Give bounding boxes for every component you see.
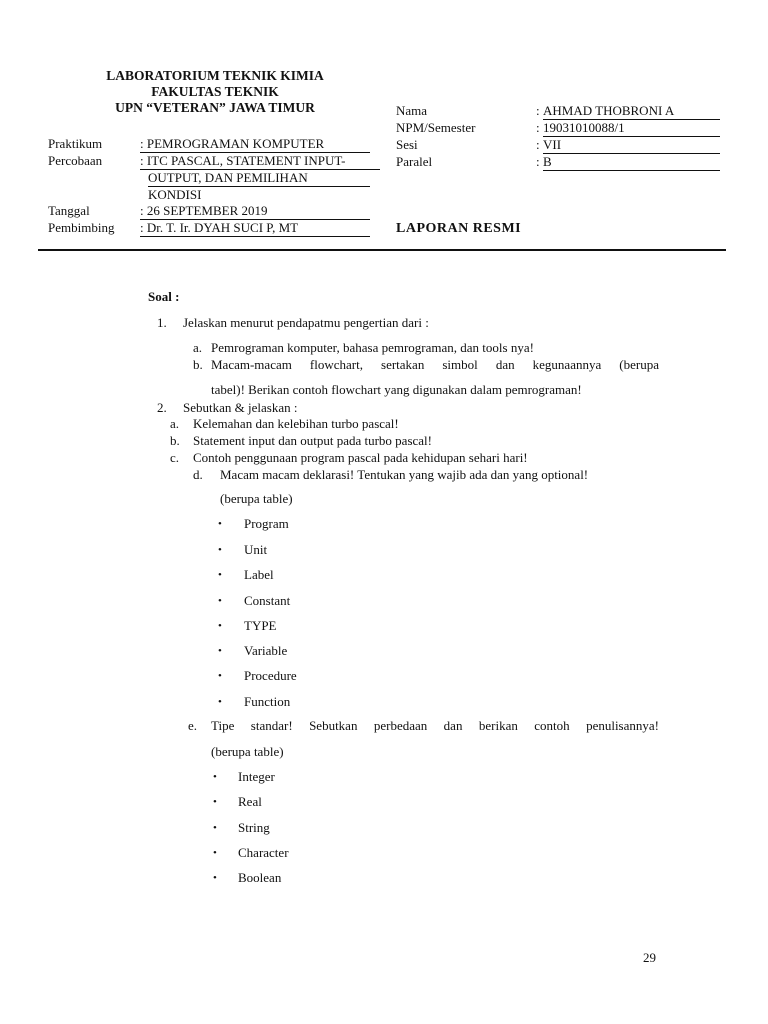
q1b-mark: b. <box>193 357 203 372</box>
q2e-item-boolean: Boolean <box>238 870 282 885</box>
q2e-text-line2: (berupa table) <box>211 744 284 759</box>
percobaan-value-line2: OUTPUT, DAN PEMILIHAN <box>148 170 370 187</box>
q2d-item-unit: Unit <box>244 542 268 557</box>
sesi-label: Sesi <box>396 137 418 152</box>
q2d-item-procedure: Procedure <box>244 668 297 683</box>
q1a-text: Pemrograman komputer, bahasa pemrograman, dan tools nya! <box>211 340 534 355</box>
q1-number: 1. <box>157 315 167 330</box>
bullet-glyph: • <box>218 569 222 581</box>
q2a-mark: a. <box>170 416 180 431</box>
q2c-text: Contoh penggunaan program pascal pada kehidupan sehari hari! <box>193 450 528 465</box>
q2e-item-string: String <box>238 820 270 835</box>
bullet-glyph: • <box>218 696 222 708</box>
q2-number: 2. <box>157 400 167 415</box>
q1a-mark: a. <box>193 340 203 355</box>
q2d-text-line2: (berupa table) <box>220 491 293 506</box>
bullet-glyph: • <box>218 620 222 632</box>
q2e-mark: e. <box>188 718 198 733</box>
pembimbing-label: Pembimbing <box>48 220 115 235</box>
university-title: UPN “VETERAN” JAWA TIMUR <box>115 100 315 115</box>
percobaan-label: Percobaan <box>48 153 103 168</box>
faculty-title: FAKULTAS TEKNIK <box>151 84 279 99</box>
nama-colon: : <box>536 103 540 118</box>
percobaan-value-line3: KONDISI <box>148 187 202 202</box>
npm-value: 19031010088/1 <box>543 120 720 137</box>
pembimbing-value: : Dr. T. Ir. DYAH SUCI P, MT <box>140 220 370 237</box>
q2d-item-type: TYPE <box>244 618 277 633</box>
paralel-value: B <box>543 154 720 171</box>
report-title: LAPORAN RESMI <box>396 221 522 236</box>
q2e-item-real: Real <box>238 794 262 809</box>
bullet-glyph: • <box>213 872 217 884</box>
header-divider <box>38 249 726 251</box>
nama-label: Nama <box>396 103 428 118</box>
q1b-text-line2: tabel)! Berikan contoh flowchart yang digunakan dalam pemrograman! <box>211 382 582 397</box>
q2a-text: Kelemahan dan kelebihan turbo pascal! <box>193 416 399 431</box>
soal-heading: Soal : <box>148 289 180 304</box>
q2e-item-integer: Integer <box>238 769 275 784</box>
q2-text: Sebutkan & jelaskan : <box>183 400 298 415</box>
bullet-glyph: • <box>213 771 217 783</box>
q2b-mark: b. <box>170 433 180 448</box>
bullet-glyph: • <box>218 518 222 530</box>
bullet-glyph: • <box>218 544 222 556</box>
q2d-item-label: Label <box>244 567 274 582</box>
q2b-text: Statement input dan output pada turbo pascal! <box>193 433 432 448</box>
praktikum-value: : PEMROGRAMAN KOMPUTER <box>140 136 370 153</box>
bullet-glyph: • <box>213 847 217 859</box>
paralel-colon: : <box>536 154 540 169</box>
paralel-label: Paralel <box>396 154 433 169</box>
sesi-value: VII <box>543 137 720 154</box>
q2d-item-variable: Variable <box>244 643 288 658</box>
lab-title: LABORATORIUM TEKNIK KIMIA <box>106 68 324 83</box>
percobaan-value-line1: : ITC PASCAL, STATEMENT INPUT- <box>140 153 380 170</box>
bullet-glyph: • <box>213 822 217 834</box>
praktikum-label: Praktikum <box>48 136 103 151</box>
q2d-text-line1: Macam macam deklarasi! Tentukan yang wajib ada dan yang optional! <box>220 467 589 482</box>
q2e-text-line1: Tipe standar! Sebutkan perbedaan dan berikan contoh penulisannya! <box>211 718 659 733</box>
q1-text: Jelaskan menurut pendapatmu pengertian dari : <box>183 315 429 330</box>
bullet-glyph: • <box>218 595 222 607</box>
nama-value: AHMAD THOBRONI A <box>543 103 720 120</box>
sesi-colon: : <box>536 137 540 152</box>
q2c-mark: c. <box>170 450 180 465</box>
tanggal-label: Tanggal <box>48 203 90 218</box>
tanggal-value: : 26 SEPTEMBER 2019 <box>140 203 370 220</box>
bullet-glyph: • <box>218 670 222 682</box>
page-number: 29 <box>643 950 656 965</box>
q2d-mark: d. <box>193 467 203 482</box>
npm-label: NPM/Semester <box>396 120 476 135</box>
q2d-item-constant: Constant <box>244 593 291 608</box>
bullet-glyph: • <box>218 645 222 657</box>
q2d-item-function: Function <box>244 694 291 709</box>
q2e-item-character: Character <box>238 845 289 860</box>
bullet-glyph: • <box>213 796 217 808</box>
q1b-text-line1: Macam-macam flowchart, sertakan simbol dan kegunaannya (berupa <box>211 357 659 372</box>
npm-colon: : <box>536 120 540 135</box>
q2d-item-program: Program <box>244 516 289 531</box>
